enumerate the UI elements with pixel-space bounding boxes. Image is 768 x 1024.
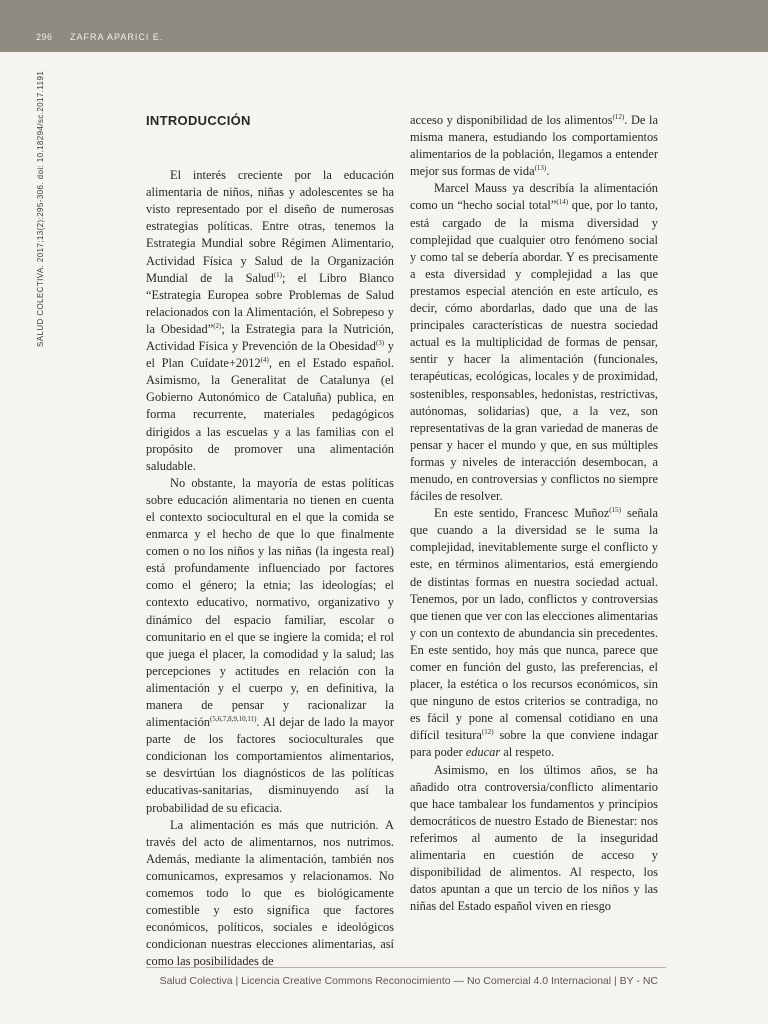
page-number: 296 bbox=[36, 32, 53, 42]
citation-ref[interactable]: (1) bbox=[273, 270, 282, 279]
side-citation: SALUD COLECTIVA. 2017;13(2):295-306. doi: 10.18294/sc.2017.1191 bbox=[36, 70, 45, 347]
citation-ref[interactable]: (12) bbox=[481, 728, 494, 737]
emphasis: educar bbox=[465, 745, 501, 760]
section-title: INTRODUCCIÓN bbox=[146, 113, 251, 128]
paragraph: La alimentación es más que nutrición. A través del acto de alimentarnos, nos nutrimos. Además, mediante la alimentación, también nos comunicamos, expresamos y relacionamos. No comemos todo lo que es biológicamente comestible y esto significa que factores económicos, políticos, sociales e ideológicos condicionan nuestras elecciones alimentarias, así como las posibilidades de bbox=[146, 817, 394, 969]
citation-ref[interactable]: (13) bbox=[534, 164, 547, 173]
right-column bbox=[410, 112, 658, 915]
page-header bbox=[0, 0, 768, 52]
citation-ref[interactable]: (3) bbox=[375, 338, 385, 347]
citation-ref[interactable]: (15) bbox=[609, 506, 621, 515]
paragraph: Marcel Mauss ya describía la alimentación como un “hecho social total”$^{(14)}$ que, por lo tanto, está cargado de la misma diversidad y complejidad que cualquier otro fenómeno social y como tal se debería abordar. Y es precisamente a esta diversidad y complejidad a las que prestamos especial atención en este artículo, es decir, cómo abordarlas, dado que una de las principales características de nuestra sociedad actual es la multiplicidad de formas de pensar, sentir y hacer la alimentación (funcionales, terapéuticas, ecológicas, locales y de proximidad, sostenibles, responsables, hedonistas, restrictivas, autónomas, solidarias) que, a la vez, son representativas de la gran variedad de maneras de pensar y hacer el mundo y que, en sus múltiples formas y niveles de interacción desembocan, a menudo, en controversias y conflictos no siempre fáciles de resolver. bbox=[410, 181, 658, 504]
footer-divider bbox=[146, 967, 666, 968]
citation-ref[interactable]: (5,6,7,8,9,10,11) bbox=[210, 714, 257, 723]
citation-ref[interactable]: (2) bbox=[213, 321, 222, 330]
citation-ref[interactable]: (14) bbox=[556, 198, 569, 207]
paragraph: Asimismo, en los últimos años, se ha añadido otra controversia/conflicto alimentario que hace tambalear los fundamentos y principios democráticos de nuestro Estado de Bienestar: nos referimos al aumento de la inseguridad alimentaria en cuestión de acceso y disponibilidad de alimentos. Al respecto, los datos apuntan a que un tercio de los niños y las niñas del Estado español viven en riesgo bbox=[410, 762, 658, 914]
paragraph: El interés creciente por la educación alimentaria de niños, niñas y adolescentes se ha visto representado por el diseño de numerosas estrategias políticas. Entre otras, tenemos la Estrategia Mundial sobre Régimen Alimentario, Actividad Física y Salud de la Organización Mundial de la Salud$^{(1)}$; el Libro Blanco “Estrategia Europea sobre Problemas de Salud relacionados con la Alimentación, el Sobrepeso y la Obesidad”$^{(2)}$; la Estrategia para la Nutrición, Actividad Física y Prevención de la Obesidad$^{(3)}$ y el Plan $Cuídate+2012^{(4)}$, en el Estado español. Asimismo, la Generalitat de Catalunya (el Gobierno Autonómico de Cataluña) publica, en forma recurrente, materiales pedagógicos dirigidos a las escuelas y a las familias con el propósito de promover una alimentación saludable. bbox=[146, 168, 395, 473]
paragraph: En este sentido, Francesc Muñoz$^{(15)}$ señala que cuando a la diversidad se le suma la complejidad, inevitablemente surge el conflicto y este, en términos alimentarios, está emergiendo de distintas formas en nuestra sociedad actual. Tenemos, por un lado, conflictos y controversias que tienen que ver con las elecciones alimentarias y con un contexto de abundancia sin precedentes. En este sentido, hoy más que nunca, parece que comer en función del gusto, las preferencias, el placer, la estética o los recursos económicos, sin que ninguno de estos criterios se contradiga, no es fácil y pone al comensal cotidiano en una difícil tesitura$^{(12)}$ sobre la que conviene indagar para poder educar al respeto. bbox=[410, 506, 658, 760]
paragraph: acceso y disponibilidad de los alimentos$^{(12)}$. De la misma manera, estudiando los comportamientos alimentarios de la población, llegamos a entender mejor sus formas de vida$^{(13)}$. bbox=[410, 112, 658, 179]
page-footer: Salud Colectiva | Licencia Creative Commons Reconocimiento — No Comercial 4.0 Internacional | BY - NC bbox=[159, 975, 658, 987]
citation-ref[interactable]: (12) bbox=[612, 112, 625, 121]
left-column bbox=[146, 112, 394, 971]
running-author: ZAFRA APARICI E. bbox=[70, 32, 164, 42]
citation-ref[interactable]: (4) bbox=[260, 356, 269, 364]
paragraph: No obstante, la mayoría de estas políticas sobre educación alimentaria no tienen en cuenta el contexto sociocultural en el que la comida se enmarca y el hecho de que lo que finalmente comen o no los niños y las niñas (la ingesta real) está profundamente influenciado por factores como el género; la etnia; las ideologías; el contexto educativo, normativo, organizativo y dinámico del espacio familiar, escolar o comunitario en el que se ingiere la comida; el rol que juega el placer, la comodidad y la salud; las percepciones y actitudes en relación con la alimentación y el cuerpo y, en definitiva, la manera de pensar y racionalizar la alimentación$^{(5,6,7,8,9,10,11)}$. Al dejar de lado la mayor parte de los factores socioculturales que condicionan los comportamientos alimentarios, se desvirtúan los diagnósticos de las políticas educativas-sanitarias, disminuyendo así la probabilidad de su eficacia. bbox=[146, 475, 394, 815]
